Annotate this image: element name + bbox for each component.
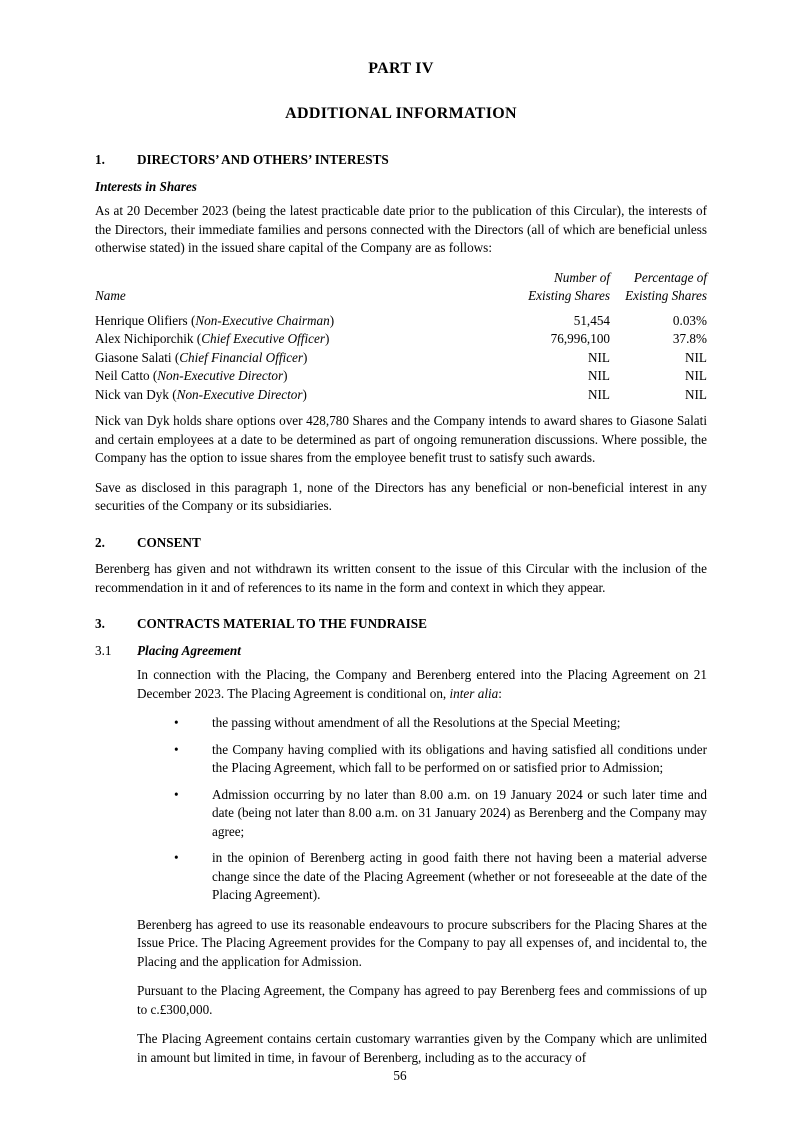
director-name-text: Alex Nichiporchik ( (95, 331, 202, 346)
shares-value: NIL (588, 349, 610, 365)
director-name (95, 349, 488, 368)
paren-close: ) (324, 331, 330, 346)
director-name-text: Neil Catto ( (95, 368, 158, 383)
table-row (95, 330, 707, 349)
section-1-number: 1. (95, 152, 105, 167)
placing-intro-text: In connection with the Placing, the Company and Berenberg entered into the Placing Agreement on 21 December 2023. The Placing Agreement is conditional on, (137, 667, 707, 701)
section-3-1-title: Placing Agreement (137, 642, 241, 658)
bullet-item (137, 741, 707, 778)
director-name-text: Nick van Dyk ( (95, 386, 177, 402)
shares-value: 51,454 (573, 312, 610, 328)
table-header-row-2 (95, 287, 707, 306)
directors-interests-table (95, 269, 707, 405)
director-role: Non-Executive Director (176, 386, 303, 402)
director-name (95, 330, 488, 349)
section-1-paragraph-3: Save as disclosed in this paragraph 1, none of the Directors has any beneficial or non-beneficial interest in any securities of the Company or its subsidiaries. (95, 479, 707, 513)
percentage-value: NIL (685, 386, 707, 402)
section-2-heading (95, 534, 707, 553)
section-3-1-heading (95, 642, 707, 661)
director-name-text: Giasone Salati ( (95, 349, 180, 365)
paren-close: ) (329, 312, 335, 328)
part-title: PART IV (368, 60, 434, 77)
header-spacer (95, 269, 488, 288)
section-1-title: DIRECTORS’ AND OTHERS’ INTERESTS (137, 152, 389, 167)
table-row (95, 386, 707, 405)
section-3-title: CONTRACTS MATERIAL TO THE FUNDRAISE (137, 616, 427, 631)
percentage-header-line-2: Existing Shares (625, 288, 707, 303)
director-role: Non-Executive Director (157, 368, 284, 383)
page-title: ADDITIONAL INFORMATION (285, 105, 517, 122)
table-row (95, 349, 707, 368)
section-1-heading (95, 151, 707, 170)
section-2-paragraph: Berenberg has given and not withdrawn its written consent to the issue of this Circular with the inclusion of the recommendation in it and of references to its name in the form and context in which they appear. (95, 561, 707, 595)
placing-intro-paragraph (137, 666, 707, 703)
paren-close: ) (302, 386, 307, 402)
shares-value: NIL (588, 386, 610, 402)
bullet-text: Admission occurring by no later than 8.00 a.m. on 19 January 2024 or such later time and date (being not later than 8.00 a.m. on 31 January 2024) as Berenberg and the Company may agree; (212, 786, 707, 839)
placing-paragraph-3: Pursuant to the Placing Agreement, the Company has agreed to pay Berenberg fees and commissions of up to c.£300,000. (137, 983, 707, 1017)
bullet-icon: • (174, 850, 179, 865)
bullet-icon: • (174, 741, 179, 757)
interests-in-shares-subheading: Interests in Shares (95, 178, 197, 194)
bullet-item (137, 714, 707, 733)
section-3-heading (95, 615, 707, 634)
bullet-icon: • (174, 715, 179, 730)
shares-value: NIL (588, 368, 610, 383)
shares-header-line-2: Existing Shares (528, 288, 610, 303)
bullet-icon: • (174, 786, 179, 802)
paren-close: ) (303, 349, 308, 365)
percentage-header-line-1: Percentage of (633, 269, 707, 285)
shares-value: 76,996,100 (550, 331, 610, 346)
director-role: Non-Executive Chairman (195, 312, 330, 328)
section-3-1-number: 3.1 (95, 642, 112, 658)
percentage-value: NIL (685, 349, 707, 365)
director-name (95, 367, 488, 386)
bullet-item (137, 849, 707, 905)
section-3-number: 3. (95, 616, 105, 631)
placing-paragraph-2: Berenberg has agreed to use its reasonable endeavours to procure subscribers for the Placing Shares at the Issue Price. The Placing Agreement provides for the Company to pay all expenses of, and incidental to, the Placing and the application for Admission. (137, 916, 707, 969)
bullet-item (137, 786, 707, 842)
shares-header-line-1: Number of (553, 269, 610, 285)
bullet-text: the passing without amendment of all the Resolutions at the Special Meeting; (212, 715, 621, 730)
director-name-text: Henrique Olifiers ( (95, 312, 196, 328)
percentage-value: 0.03% (672, 312, 707, 328)
director-role: Chief Financial Officer (179, 349, 304, 365)
director-name (95, 312, 488, 331)
percentage-value: 37.8% (672, 331, 707, 346)
table-row (95, 312, 707, 331)
table-row (95, 367, 707, 386)
bullet-text: in the opinion of Berenberg acting in good faith there not having been a material adverse change since the date of the Placing Agreement (whether or not foreseeable at the date of the Placing Agreement). (212, 850, 707, 902)
inter-alia-italic: inter alia (449, 685, 499, 701)
director-name (95, 386, 488, 405)
paren-close: ) (283, 368, 288, 383)
page-number: 56 (393, 1067, 407, 1083)
bullet-text: the Company having complied with its obligations and having satisfied all conditions under the Placing Agreement, which fall to be performed on or satisfied prior to Admission; (212, 741, 707, 775)
placing-paragraph-4: The Placing Agreement contains certain customary warranties given by the Company which are unlimited in amount but limited in time, in favour of Berenberg, including as to the accuracy of (137, 1031, 707, 1065)
section-2-title: CONSENT (137, 534, 201, 550)
section-2-number: 2. (95, 534, 105, 550)
section-3-1-content (137, 666, 707, 1067)
placing-intro-colon: : (498, 685, 502, 701)
percentage-value: NIL (685, 368, 707, 383)
table-header-row-1 (95, 269, 707, 288)
name-header: Name (95, 288, 126, 303)
section-1-intro-paragraph: As at 20 December 2023 (being the latest practicable date prior to the publication of this Circular), the interests of the Directors, their immediate families and persons connected with the Directors (all of which are beneficial unless otherwise stated) in the issued share capital of the Company are as follows: (95, 203, 707, 255)
director-role: Chief Executive Officer (201, 331, 325, 346)
section-1-paragraph-2: Nick van Dyk holds share options over 428,780 Shares and the Company intends to award shares to Giasone Salati and certain employees at a date to be determined as part of ongoing remuneration discussions. Where possible, the Company has the option to issue shares from the employee benefit trust to satisfy such awards. (95, 413, 707, 465)
